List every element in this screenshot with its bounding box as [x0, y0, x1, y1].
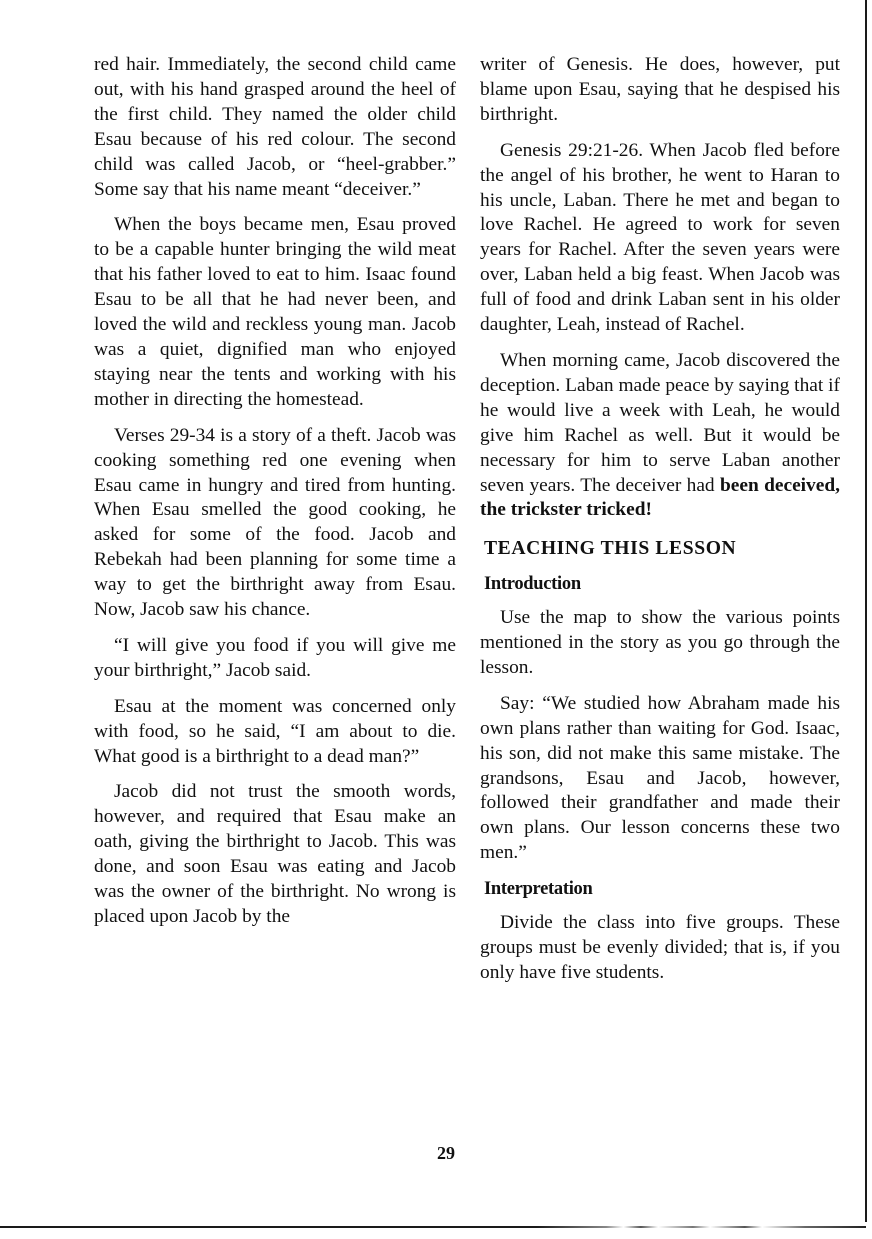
paragraph-writer-of-genesis: writer of Genesis. He does, however, put blame upon Esau, saying that he despised his birthright.	[480, 54, 840, 125]
paragraph-verses-29-34: Verses 29-34 is a story of a theft. Jacob was cooking something red one evening when Esau came in hungry and tired from hunting. When Esau smelled the good cooking, he asked for some of the food. Jacob and Rebekah had been planning for some time a way to get the birthright away from Esau. Now, Jacob saw his chance.	[94, 424, 456, 621]
paragraph-esau-reply: Esau at the moment was concerned only with food, so he said, “I am about to die. What good is a birthright to a dead man?”	[94, 695, 456, 767]
paragraph-boys-became-men: When the boys became men, Esau proved to be a capable hunter bringing the wild meat that his father loved to eat to him. Isaac found Esau to be all that he had never been, and loved the wild and reckless young man. Jacob was a quiet, dignified man who enjoyed staying near the tents and working with his mother in directing the homestead.	[94, 214, 456, 410]
paragraph-genesis-29: Genesis 29:21-26. When Jacob fled before the angel of his brother, he went to Haran to his uncle, Laban. There he met and began to love Rachel. He agreed to work for seven years for Rachel. After the seven years were over, Laban held a big feast. When Jacob was full of food and drink Laban sent in his older daughter, Leah, instead of Rachel.	[480, 139, 840, 336]
paragraph-oath: Jacob did not trust the smooth words, however, and required that Esau make an oath, giving the birthright to Jacob. This was done, and soon Esau was eating and Jacob was the owner of the birthright. No wrong is placed upon Jacob by the	[94, 781, 456, 927]
paragraph-say: Say: “We studied how Abraham made his own plans rather than waiting for God. Isaac, his son, did not make this same mistake. The grandsons, Esau and Jacob, however, followed their grandfather and made their own plans. Our lesson concerns these two men.”	[480, 692, 840, 864]
page-edge-bottom	[0, 1226, 866, 1228]
subheading-interpretation: Interpretation	[484, 879, 593, 900]
right-column	[480, 53, 840, 997]
page-number: 29	[437, 1143, 455, 1163]
trickster-tricked-emphasis: been deceived, the trickster tricked!	[480, 474, 840, 521]
paragraph-use-the-map: Use the map to show the various points mentioned in the story as you go through the lesson.	[480, 607, 840, 678]
left-column	[94, 53, 456, 941]
paragraph-morning-came	[480, 349, 840, 523]
paragraph-jacob-offer: “I will give you food if you will give me your birthright,” Jacob said.	[94, 634, 456, 681]
paragraph-birth-of-twins: red hair. Immediately, the second child came out, with his hand grasped around the heel of the first child. They named the older child Esau because of his red colour. The second child was called Jacob, or “heel-grabber.” Some say that his name meant “deceiver.”	[94, 54, 456, 200]
paragraph-morning-came-text: When morning came, Jacob discovered the deception. Laban made peace by saying that if he would live a week with Leah, he would give him Rachel as well. But it would be necessary for him to serve Laban another seven years. The deceiver had	[480, 349, 840, 496]
page-edge-right	[865, 0, 867, 1222]
subheading-introduction: Introduction	[484, 574, 581, 595]
paragraph-divide-class: Divide the class into five groups. These groups must be evenly divided; that is, if you only have five students.	[480, 912, 840, 983]
section-heading-teaching: TEACHING THIS LESSON	[484, 538, 737, 560]
